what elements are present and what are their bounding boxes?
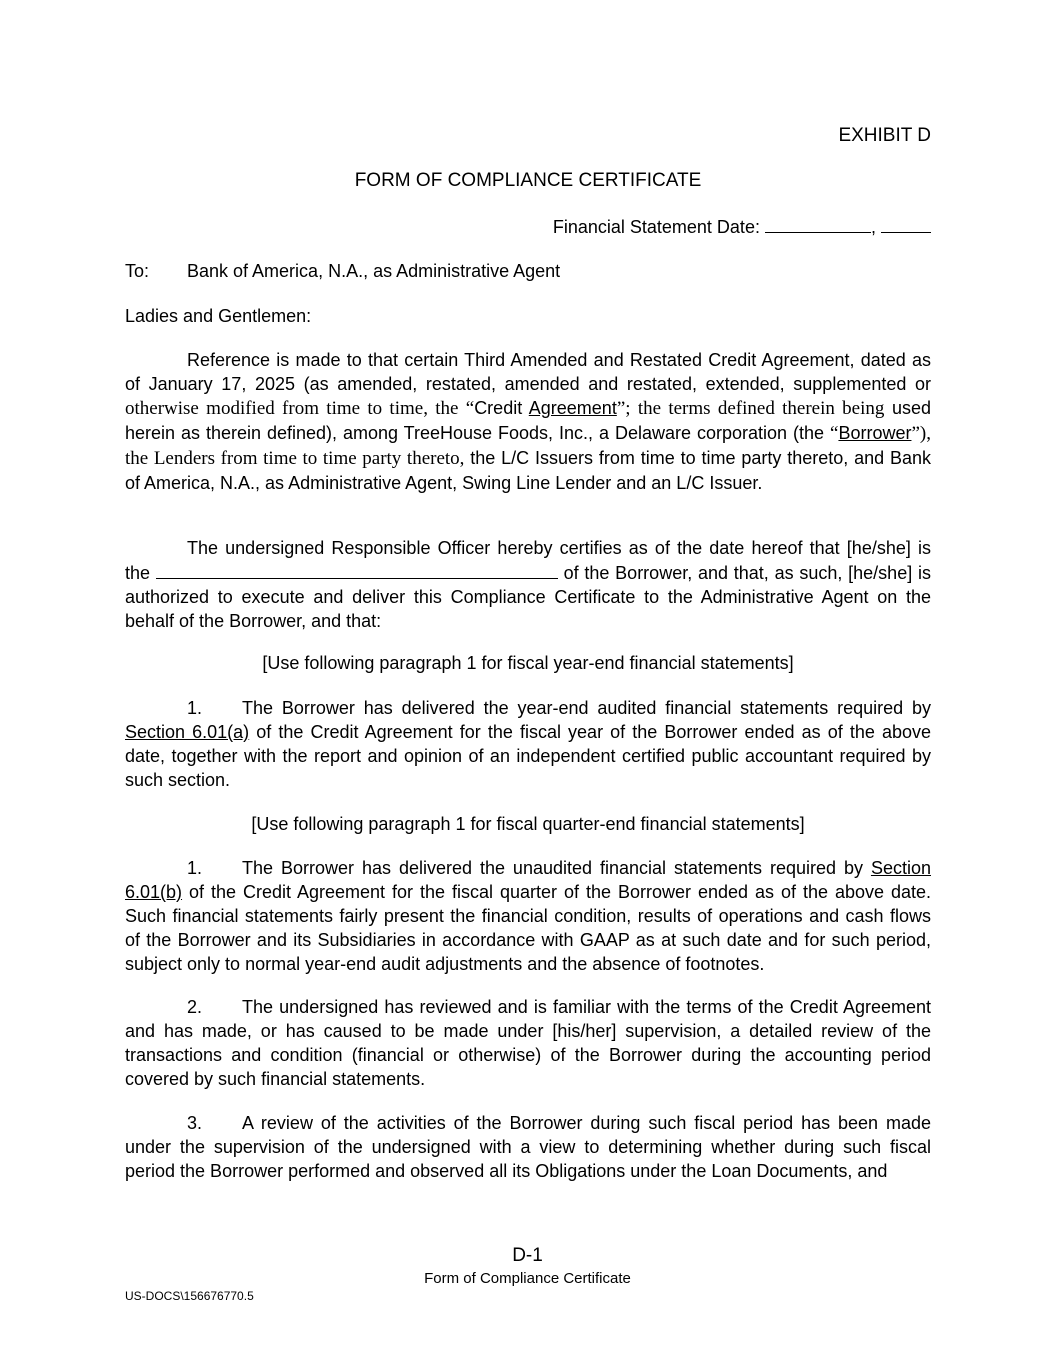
section-reference: Section 6.01(b) [125, 858, 931, 902]
exhibit-text: EXHIBIT D [838, 125, 931, 146]
date-blank [765, 214, 871, 233]
page-number-text: D-1 [512, 1245, 543, 1266]
year-end-text-b: of the Credit Agreement for the fiscal year of the Borrower ended as of the above date, together with the report and opinion of an independent certified public accountant required by such section. [125, 722, 931, 790]
date-separator: , [870, 217, 876, 237]
paragraph-2 [125, 995, 931, 1091]
intro-text-e: ”; the terms defined therein being [616, 398, 885, 419]
intro-text-i: ”), the Lenders from time to time party thereto, [125, 423, 931, 469]
intro-paragraph [125, 348, 931, 495]
year-end-heading-text: [Use following paragraph 1 for fiscal year-end financial statements] [262, 653, 794, 673]
addressee [125, 259, 931, 283]
quarter-end-text-a: The Borrower has delivered the unaudited financial statements required by [242, 858, 863, 878]
page-number [0, 1245, 1055, 1267]
document-title [125, 169, 931, 193]
quarter-end-heading-text: [Use following paragraph 1 for fiscal quarter-end financial statements] [251, 814, 805, 834]
quarter-end-number: 1. [187, 858, 203, 878]
intro-text-f: used herein as therein defined), among TreeHouse Foods, Inc., a Delaware corporation (the [125, 398, 931, 443]
document-id-text: US-DOCS\156676770.5 [125, 1289, 254, 1303]
defined-term-agreement: Agreement [528, 398, 617, 418]
paragraph-3-text: A review of the activities of the Borrower during such fiscal period has been made under the supervision of the undersigned with a view to determining whether during such fiscal period the Borrower performed and observed all its Obligations under the Loan Documents, and [125, 1113, 931, 1181]
quarter-end-text-b: of the Credit Agreement for the fiscal quarter of the Borrower ended as of the above date. Such financial statements fairly present the financial condition, results of operations and cash flows of the Borrower and its Subsidiaries in accordance with GAAP as at such date and for such period, subject only to normal year-end audit adjustments and the absence of footnotes. [125, 882, 931, 974]
paragraph-2-number: 2. [187, 997, 203, 1017]
paragraph-2-text: The undersigned has reviewed and is familiar with the terms of the Credit Agreement and has made, or has caused to be made under [his/her] supervision, a detailed review of the transactions and condition (financial or otherwise) of the Borrower during the accounting period covered by such financial statements. [125, 997, 931, 1089]
year-end-heading [125, 651, 931, 675]
certification-paragraph [125, 536, 931, 633]
intro-text-g: “ [830, 423, 839, 444]
date-label: Financial Statement Date: [552, 217, 760, 237]
to-label: To: [125, 261, 150, 281]
officer-title-blank [156, 560, 558, 579]
exhibit-label [125, 124, 931, 148]
quarter-end-heading [125, 812, 931, 836]
year-end-number: 1. [187, 698, 203, 718]
intro-text-a: Reference is made to that certain Third Amended and Restated Credit Agreement, dated as of January 17, 2025 (as amended, restated, amended and restated, extended, supplemented or [125, 350, 931, 394]
salutation-text: Ladies and Gentlemen: [125, 306, 312, 326]
footer-title [0, 1270, 1055, 1287]
title-text: FORM OF COMPLIANCE CERTIFICATE [354, 170, 702, 191]
intro-text-c: Credit [474, 398, 529, 418]
certify-text-c: of the Borrower, and that, as such, [he/she] is authorized to execute and deliver this Compliance Certificate to the Administrative Agent on the behalf of the Borrower, and that: [125, 563, 931, 631]
salutation [125, 304, 931, 328]
to-value: Bank of America, N.A., as Administrative Agent [187, 261, 561, 281]
intro-text-j: the L/C Issuers from time to time party thereto, and Bank of America, N.A., as Administrative Agent, Swing Line Lender and an L/C Issuer. [125, 448, 931, 493]
certify-text-a: The undersigned Responsible Officer hereby certifies as of the date hereof that [he/she] is [187, 538, 931, 558]
document-id [125, 1289, 254, 1303]
section-reference: Section 6.01(a) [125, 722, 250, 742]
financial-statement-date [125, 214, 931, 239]
certify-text-b: the [125, 563, 151, 583]
intro-text-b: otherwise modified from time to time, the “ [125, 398, 475, 419]
footer-title-text: Form of Compliance Certificate [424, 1270, 631, 1287]
year-end-paragraph [125, 696, 931, 792]
year-end-text-a: The Borrower has delivered the year-end audited financial statements required by [242, 698, 931, 718]
paragraph-3-number: 3. [187, 1113, 203, 1133]
paragraph-3 [125, 1111, 931, 1183]
quarter-end-paragraph [125, 856, 931, 976]
year-blank [881, 214, 931, 233]
defined-term-borrower: Borrower [838, 423, 912, 443]
